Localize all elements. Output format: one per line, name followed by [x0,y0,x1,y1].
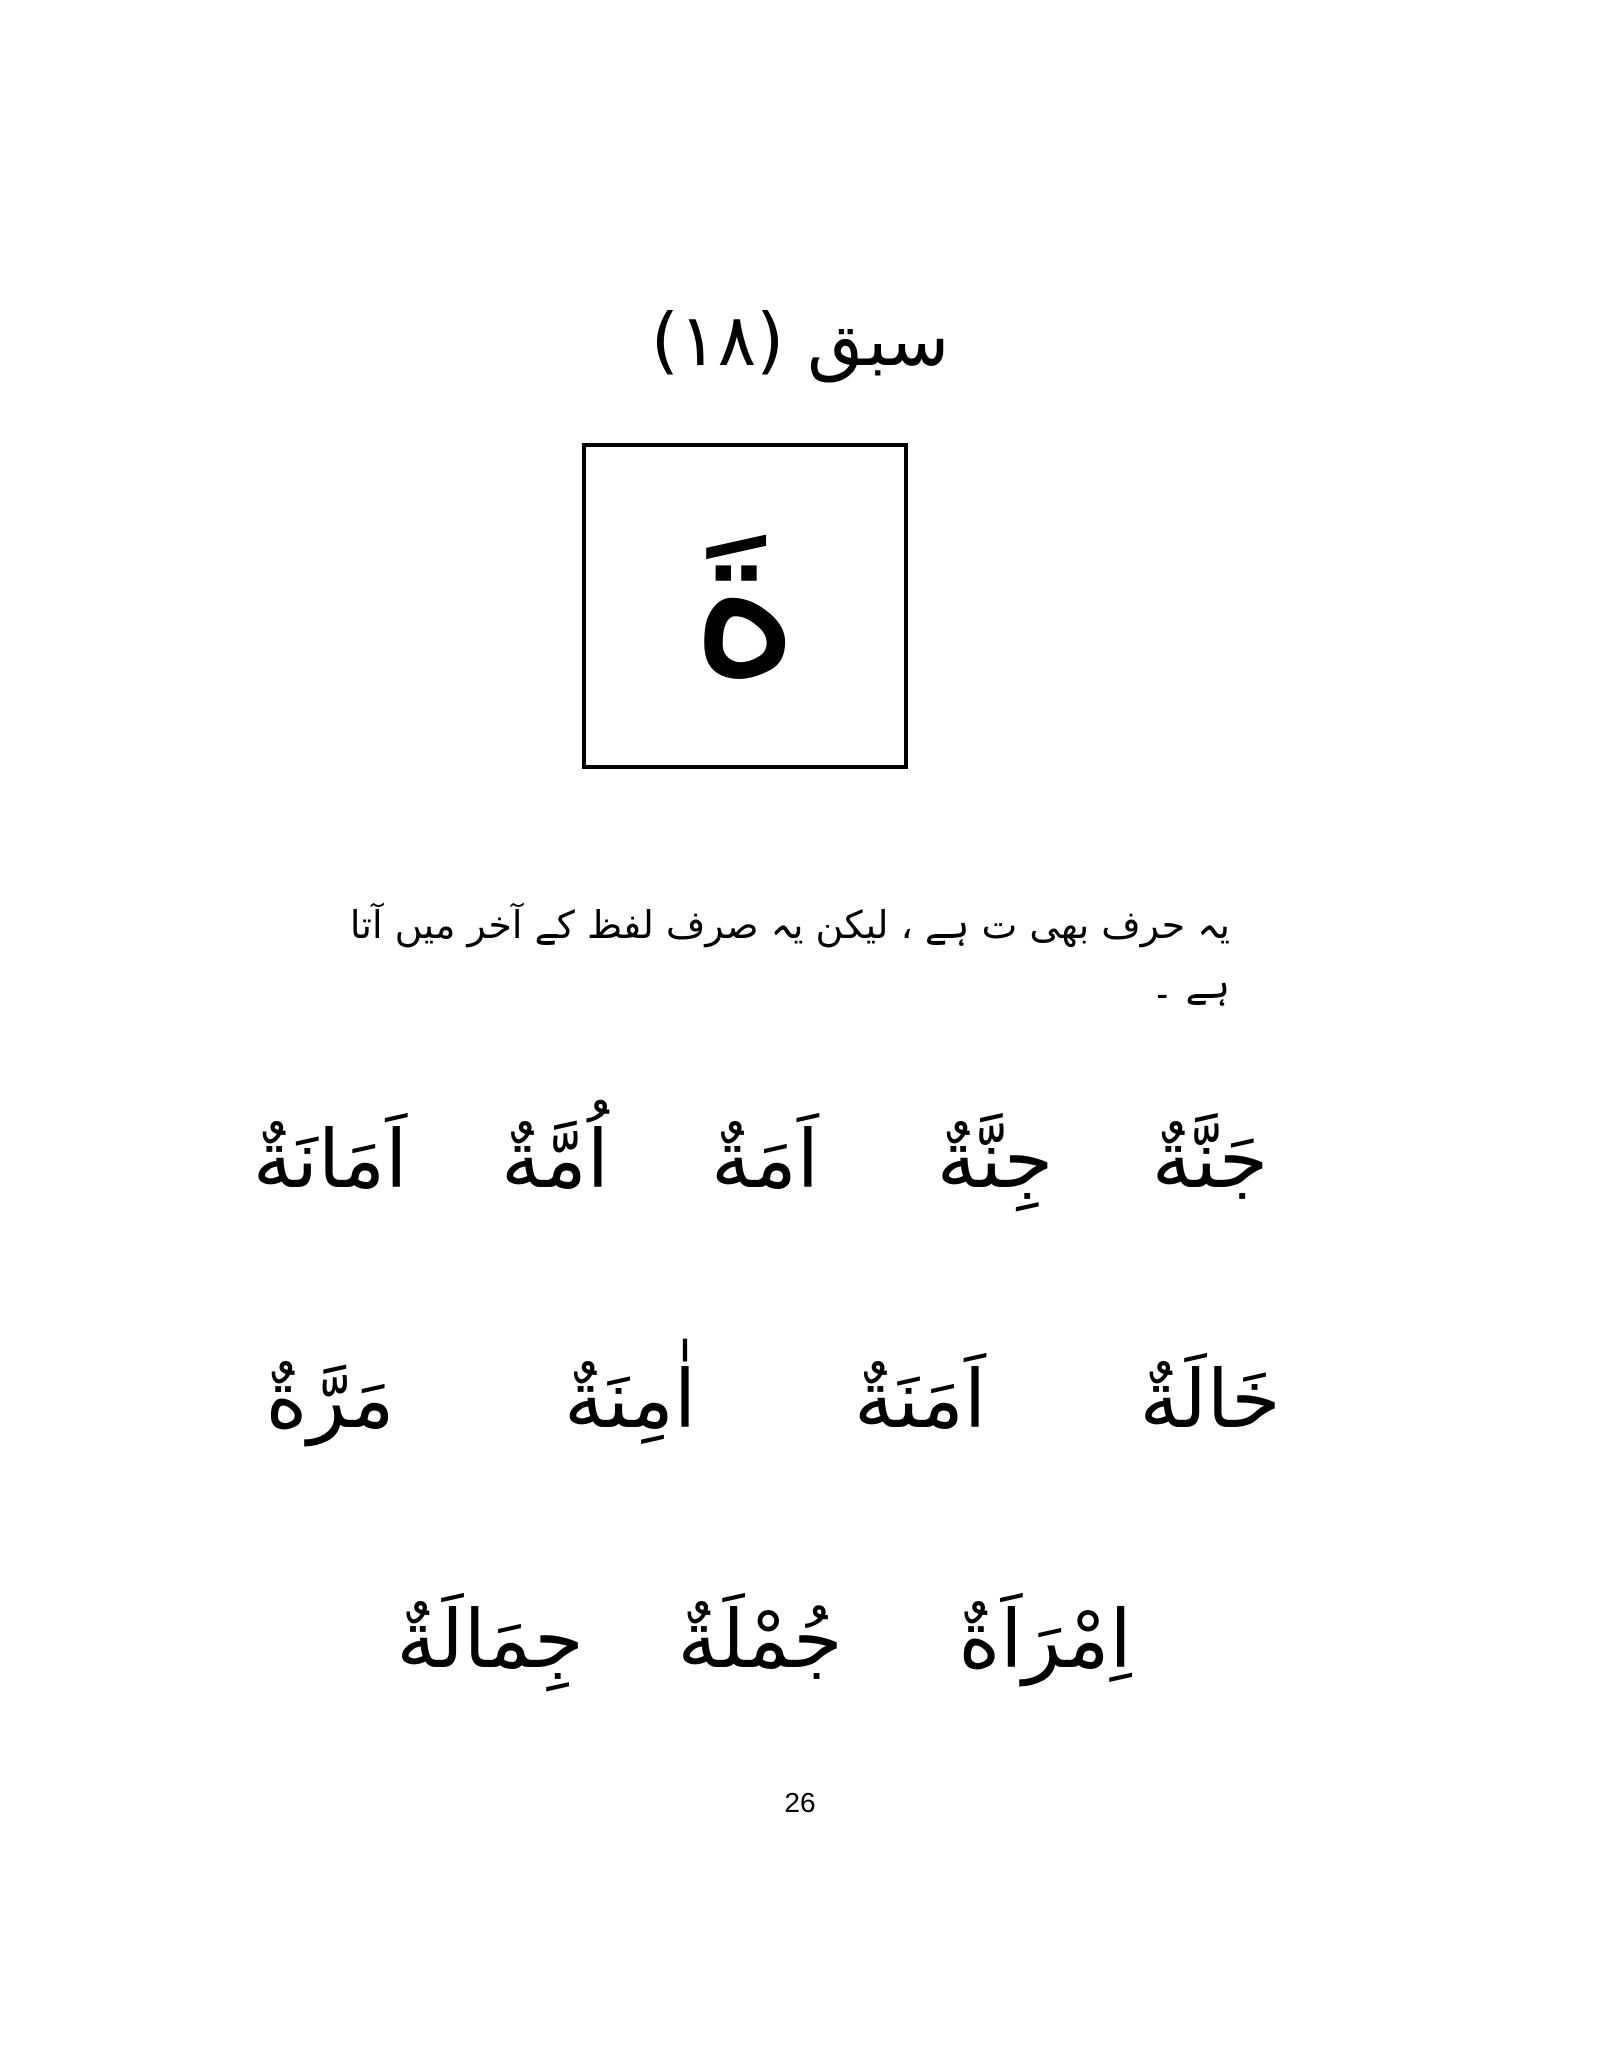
word: جَنَّةٌ [1151,1113,1269,1206]
word: اَمَانَةٌ [252,1113,408,1206]
word: اُمَّةٌ [501,1113,609,1206]
word: جِنَّةٌ [936,1113,1054,1206]
word-row-3 [200,1560,1320,1720]
word: اٰمِنَةٌ [563,1353,697,1446]
page-number: 26 [784,1787,816,1818]
letter-box [582,443,908,769]
word-row-2 [200,1320,1320,1480]
word: جِمَالَةٌ [396,1593,584,1686]
word: مَرَّةٌ [265,1353,395,1446]
letter-glyph: ةَ [689,478,801,723]
word: جُمْلَةٌ [677,1593,843,1686]
word: اِمْرَاَةٌ [958,1593,1132,1686]
word: خَالَةٌ [1139,1353,1281,1446]
word: اَمَنَةٌ [853,1353,987,1446]
description-text: یہ حرف بھی ت ہے ، لیکن یہ صرف لفظ کے آخر میں آتا ہے ۔ [349,903,1230,1007]
word-row-1 [200,1080,1320,1240]
lesson-title: سبق (١٨) [650,298,950,382]
word: اَمَةٌ [711,1113,819,1206]
